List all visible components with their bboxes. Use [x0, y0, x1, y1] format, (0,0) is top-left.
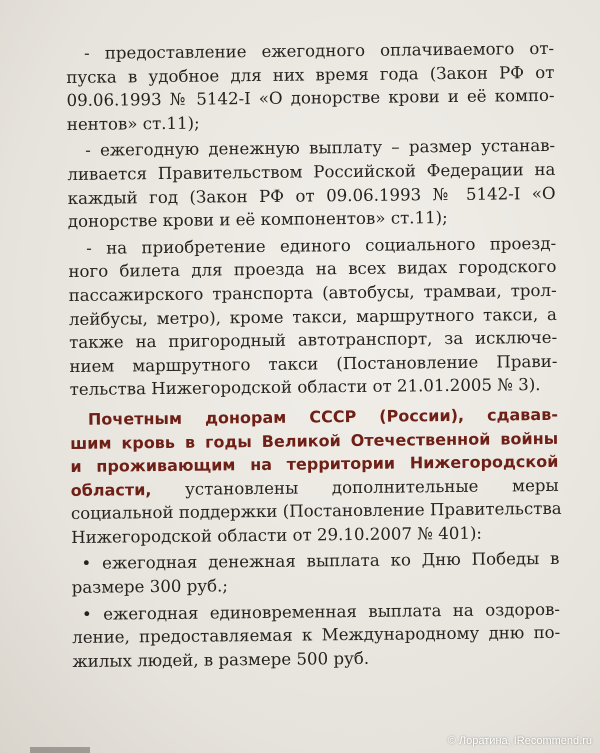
- text-line: - предоставление ежегодного оплачиваемого от-: [84, 38, 555, 63]
- emphasis-word: области,: [70, 479, 152, 500]
- emphasis-line: шим кровь в годы Великой Отечественной войны: [70, 428, 559, 453]
- bullet-line: • ежегодная единовременная выплата на оздоров-: [81, 599, 561, 624]
- text-line: - ежегодную денежную выплату – размер устанав-: [85, 136, 556, 161]
- text-line: социальной поддержки (Постановление Правительства: [70, 499, 562, 524]
- text-line: Нижегородской области от 29.10.2007 № 401):: [71, 523, 483, 547]
- paragraph-honorary-donors: [70, 403, 562, 550]
- text-line: пуска в удобное для них время года (Закон РФ от: [66, 62, 555, 87]
- text-line: лейбусы, метро), кроме такси, маршрутного такси, а: [68, 304, 557, 329]
- text-line: тельства Нижегородской области от 21.01.2005 № 3).: [69, 375, 541, 400]
- page-edge-mark: [30, 747, 90, 753]
- paragraph-paid-leave: [66, 37, 555, 136]
- watermark-text: © Лоратина, IRecommend.ru: [447, 735, 592, 747]
- bullet-line: • ежегодная денежная выплата ко Дню Победы в: [81, 549, 560, 574]
- text-fragment: установлены дополнительные меры: [151, 475, 559, 499]
- text-line: - на приобретение единого социального проезд-: [86, 233, 557, 258]
- bullet-victory-day: [71, 547, 559, 599]
- bullet-line: ление, предоставляемая к Международному дню по-: [72, 623, 561, 648]
- text-line: ливается Правительством Российской Федерации на: [67, 159, 556, 184]
- text-line: 09.06.1993 № 5142-I «О донорстве крови и её компо-: [66, 86, 555, 111]
- text-line: каждый год (Закон РФ от 09.06.1993 № 5142-I «О: [67, 183, 556, 208]
- text-line: нием маршрутного такси (Постановление Прави-: [69, 351, 558, 376]
- paragraph-transport-ticket: [68, 232, 558, 402]
- emphasis-line: и проживающим на территории Нижегородской: [70, 451, 559, 477]
- text-line: ного билета для проезда на всех видах городского: [68, 257, 557, 282]
- bullet-line: размере 300 руб.;: [71, 576, 229, 598]
- bullet-elderly-day: [72, 598, 561, 674]
- text-line: нентов» ст.11);: [66, 113, 200, 134]
- text-line: пассажирского транспорта (автобусы, трамваи, трол-: [68, 280, 557, 305]
- document-page: [66, 37, 561, 674]
- bullet-line: жилых людей, в размере 500 руб.: [72, 648, 370, 671]
- watermark: [448, 735, 592, 747]
- paragraph-annual-payment: [67, 134, 556, 233]
- text-line: донорстве крови и её компонентов» ст.11);: [67, 208, 448, 232]
- text-line: также на пригородный автотранспорт, за исключе-: [69, 327, 558, 353]
- emphasis-line: Почетным донорам СССР (России), сдавав-: [87, 404, 559, 429]
